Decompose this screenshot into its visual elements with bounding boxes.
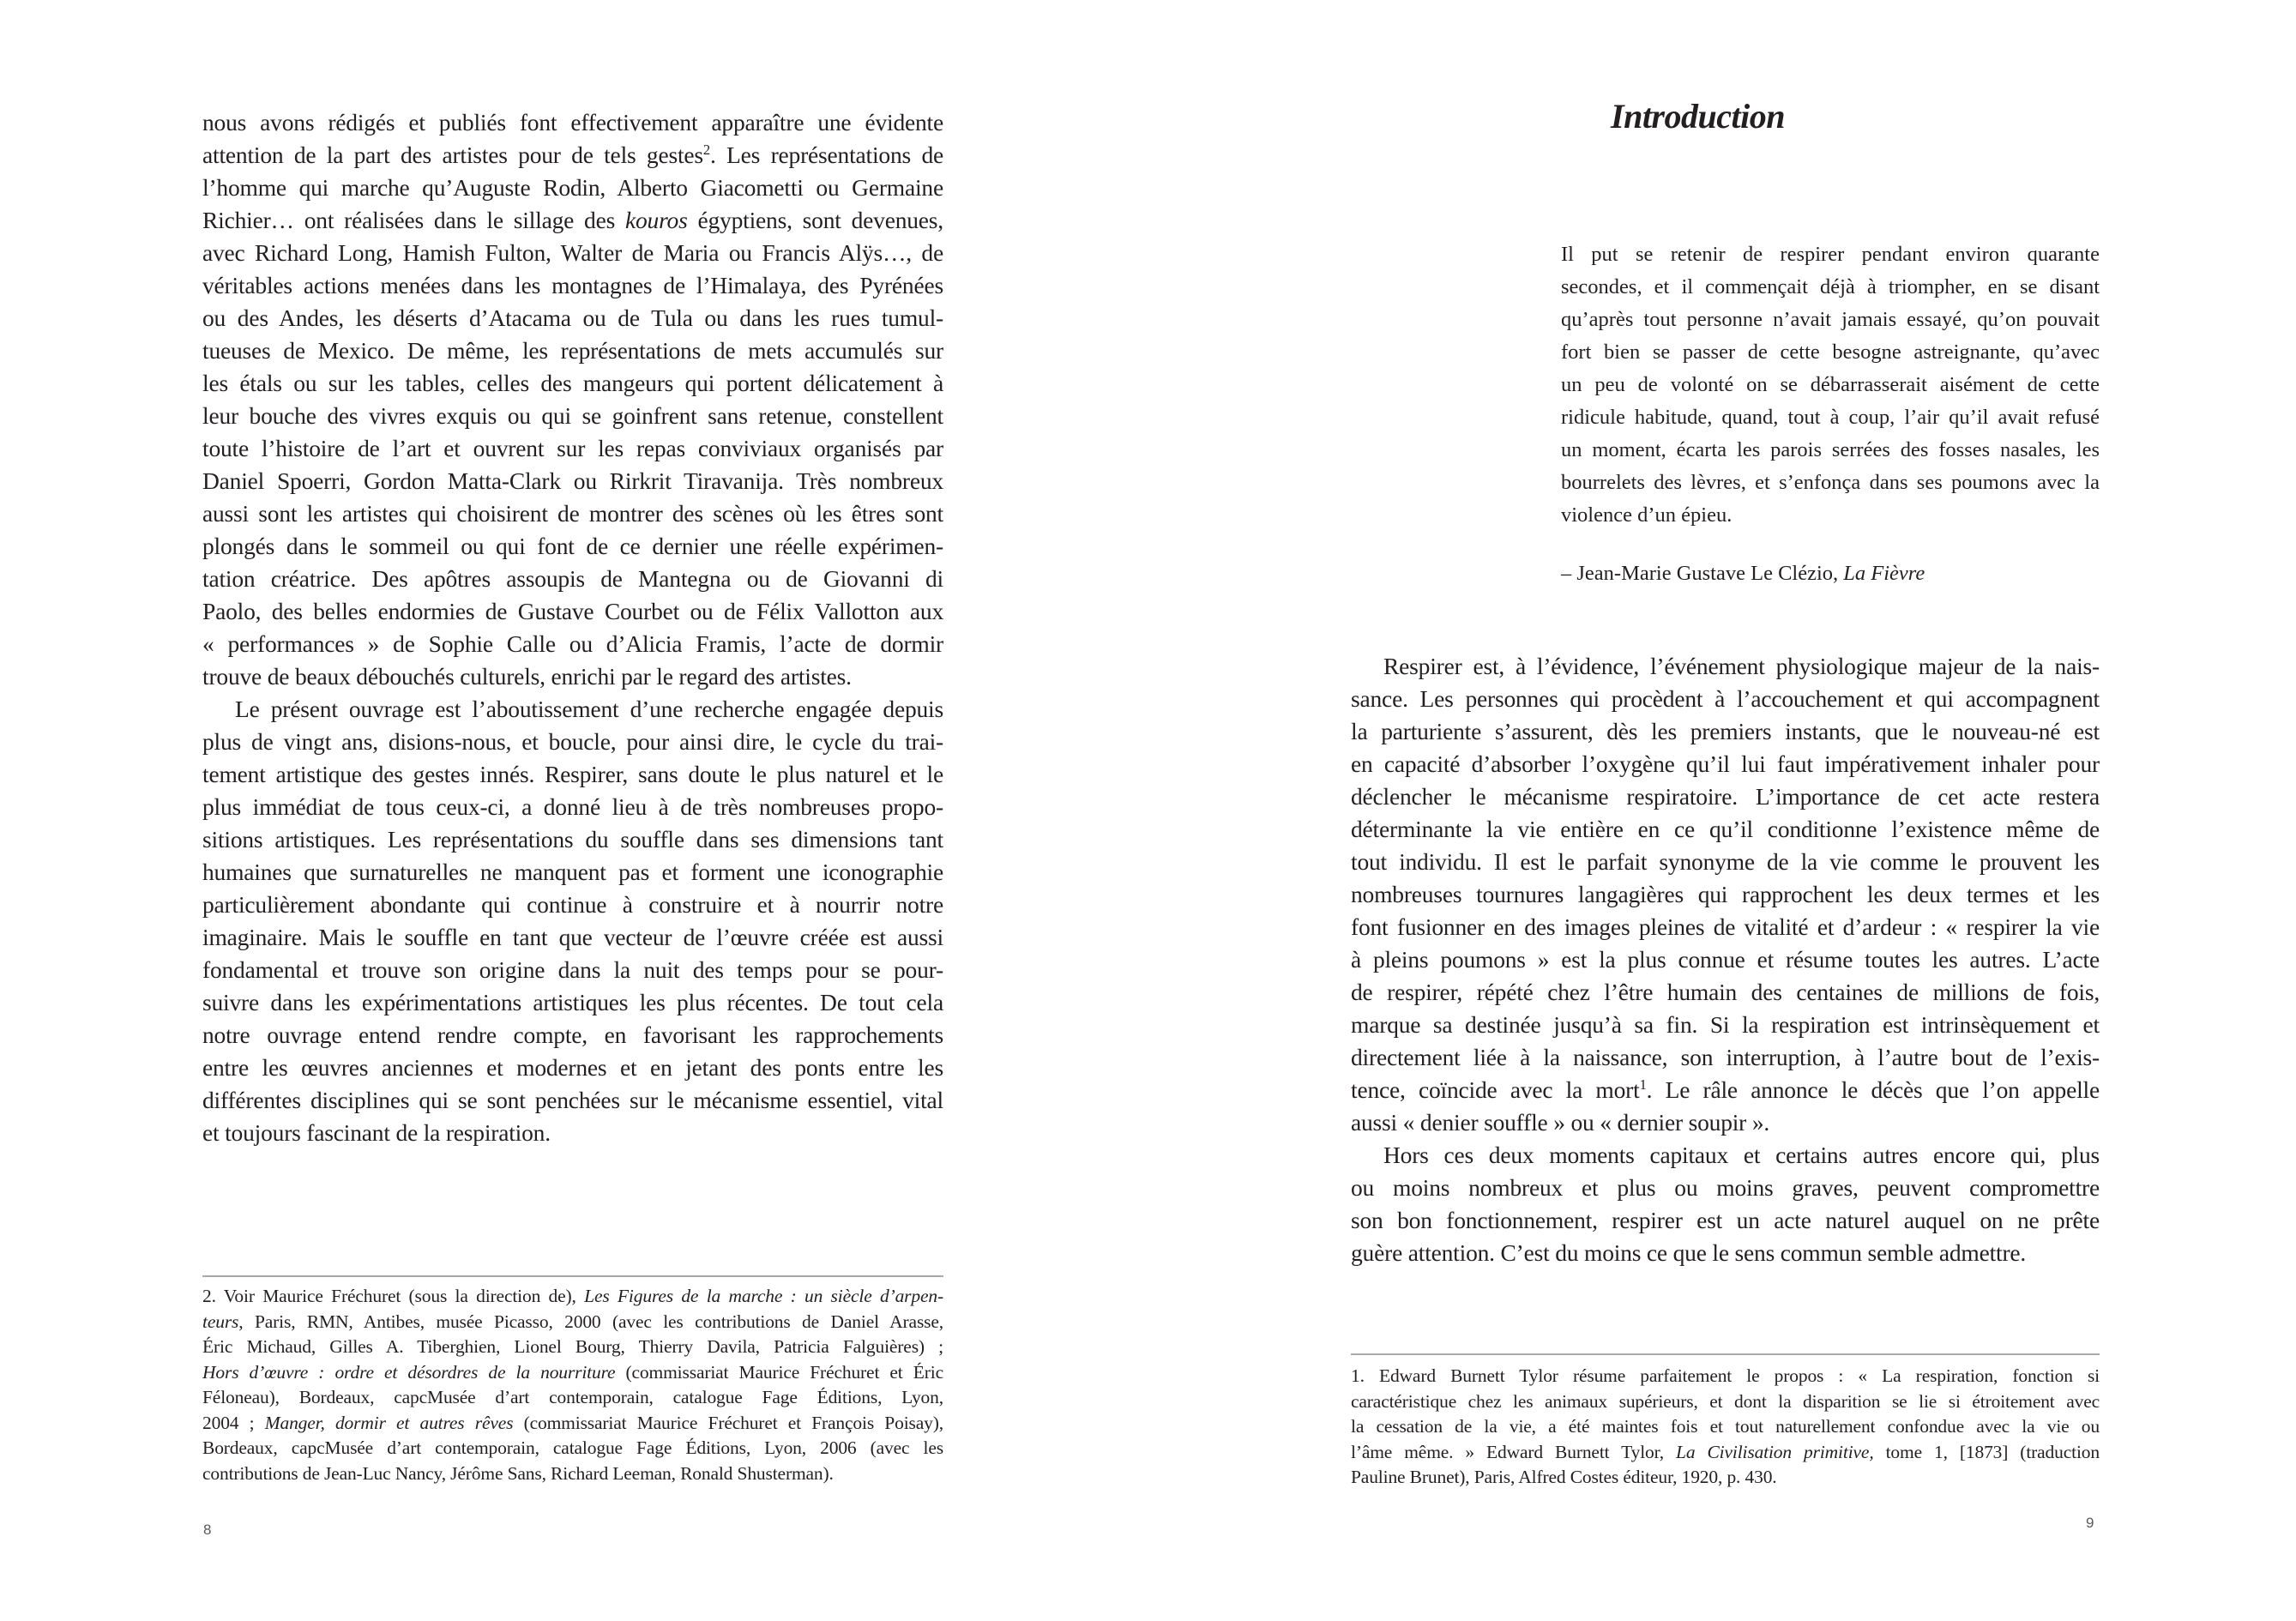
body-line: Le présent ouvrage est l’aboutissement d’une recherche engagée depuis: [235, 696, 943, 722]
body-line: son bon fonctionnement, respirer est un acte naturel auquel on ne prête: [1351, 1207, 2100, 1233]
body-line: font fusionner en des images pleines de vitalité et d’ardeur : « respirer la vie: [1351, 913, 2100, 940]
body-line: tence, coïncide avec la mort$^1$. Le râle annonce le décès que l’on appelle: [1351, 1076, 2100, 1103]
body-line: de respirer, répété chez l’être humain des centaines de millions de fois,: [1351, 979, 2100, 1005]
epigraph-line: ridicule habitude, quand, tout à coup, l’air qu’il avait refusé: [1561, 406, 2100, 429]
footnote-line: Éric Michaud, Gilles A. Tiberghien, Lionel Bourg, Thierry Davila, Patricia Falguières) ;: [202, 1336, 943, 1357]
body-line: suivre dans les expérimentations artistiques les plus récentes. De tout cela: [202, 989, 943, 1015]
footnote-reference[interactable]: 2: [702, 141, 710, 158]
body-line: trouve de beaux débouchés culturels, enrichi par le regard des artistes.: [202, 663, 852, 690]
body-line: tout individu. Il est le parfait synonyme de la vie comme le prouvent les: [1351, 848, 2100, 875]
body-line: nombreuses tournures langagières qui rapprochent les deux termes et les: [1351, 881, 2100, 907]
footnote-line: 2. Voir Maurice Fréchuret (sous la direction de), Les Figures de la marche : un siècle d’arpen-: [202, 1286, 943, 1306]
footnote-line: teurs, Paris, RMN, Antibes, musée Picasso, 2000 (avec les contributions de Daniel Arasse,: [202, 1311, 943, 1332]
body-line: plus immédiat de tous ceux-ci, a donné lieu à de très nombreuses propo-: [202, 793, 943, 820]
right-footnote: [1351, 1364, 2100, 1491]
body-line: et toujours fascinant de la respiration.: [202, 1119, 551, 1146]
body-line: leur bouche des vivres exquis ou qui se goinfrent sans retenue, constellent: [202, 402, 943, 429]
footnote-line: la cessation de la vie, a été maintes fois et tout naturellement confondue avec la vie ou: [1351, 1416, 2100, 1437]
body-line: sitions artistiques. Les représentations du souffle dans ses dimensions tant: [202, 826, 943, 853]
page-number-left: 8: [203, 1522, 212, 1538]
epigraph-line: Il put se retenir de respirer pendant environ quarante: [1561, 243, 2100, 266]
italic-title: Manger, dormir et autres rêves: [264, 1412, 514, 1433]
right-body-text: [1351, 650, 2100, 1269]
body-line: en capacité d’absorber l’oxygène qu’il lui faut impérativement inhaler pour: [1351, 750, 2100, 777]
body-line: aussi sont les artistes qui choisirent de montrer des scènes où les êtres sont: [202, 500, 943, 527]
epigraph-line: bourrelets des lèvres, et s’enfonça dans ses poumons avec la: [1561, 471, 2100, 494]
body-line: Daniel Spoerri, Gordon Matta-Clark ou Rirkrit Tiravanija. Très nombreux: [202, 467, 943, 494]
body-line: déclencher le mécanisme respiratoire. L’importance de cet acte restera: [1351, 783, 2100, 810]
left-body-text: [202, 106, 943, 1149]
body-line: véritables actions menées dans les montagnes de l’Himalaya, des Pyrénées: [202, 272, 943, 298]
body-line: Richier… ont réalisées dans le sillage des kouros égyptiens, sont devenues,: [202, 207, 943, 233]
italic-title: La Civilisation primitive,: [1676, 1441, 1874, 1462]
italic-title: Hors d’œuvre : ordre et désordres de la nourriture: [202, 1361, 616, 1383]
body-line: imaginaire. Mais le souffle en tant que vecteur de l’œuvre créée est aussi: [202, 924, 943, 950]
body-line: particulièrement abondante qui continue à construire et à nourrir notre: [202, 891, 943, 918]
footnote-line: Hors d’œuvre : ordre et désordres de la nourriture (commissariat Maurice Fréchuret et Éric: [202, 1361, 943, 1383]
body-line: différentes disciplines qui se sont penchées sur le mécanisme essentiel, vital: [202, 1087, 943, 1113]
body-line: attention de la part des artistes pour de tels gestes$^2$. Les représentations de: [202, 141, 943, 168]
italic-title: kouros: [624, 207, 688, 233]
body-line: la parturiente s’assurent, dès les premiers instants, que le nouveau-né est: [1351, 718, 2100, 744]
body-line: marque sa destinée jusqu’à sa fin. Si la respiration est intrinsèquement et: [1351, 1011, 2100, 1038]
footnote-line: contributions de Jean-Luc Nancy, Jérôme Sans, Richard Leeman, Ronald Shusterman).: [202, 1462, 834, 1484]
footnote-line: 1. Edward Burnett Tylor résume parfaitement le propos : « La respiration, fonction si: [1351, 1365, 2100, 1386]
body-line: aussi « denier souffle » ou « dernier soupir ».: [1351, 1109, 1770, 1136]
epigraph-line: secondes, et il commençait déjà à triompher, en se disant: [1561, 275, 2100, 298]
body-line: Hors ces deux moments capitaux et certains autres encore qui, plus: [1383, 1142, 2100, 1168]
body-line: « performances » de Sophie Calle ou d’Alicia Framis, l’acte de dormir: [202, 630, 943, 657]
body-line: l’homme qui marche qu’Auguste Rodin, Alberto Giacometti ou Germaine: [202, 174, 943, 201]
body-line: fondamental et trouve son origine dans la nuit des temps pour se pour-: [202, 956, 943, 983]
epigraph-line: qu’après tout personne n’avait jamais essayé, qu’on pouvait: [1561, 308, 2100, 331]
body-line: toute l’histoire de l’art et ouvrent sur les repas conviviaux organisés par: [202, 435, 943, 461]
body-line: tement artistique des gestes innés. Respirer, sans doute le plus naturel et le: [202, 761, 943, 787]
footnote-reference[interactable]: 1: [1639, 1076, 1647, 1093]
epigraph-line: fort bien se passer de cette besogne astreignante, qu’avec: [1561, 340, 2100, 364]
body-line: guère attention. C’est du moins ce que le sens commun semble admettre.: [1351, 1239, 2027, 1266]
body-line: tation créatrice. Des apôtres assoupis de Mantegna ou de Giovanni di: [202, 565, 943, 592]
epigraph-line: violence d’un épieu.: [1561, 503, 1733, 527]
body-line: plongés dans le sommeil ou qui font de ce dernier une réelle expérimen-: [202, 533, 943, 559]
footnote-line: 2004 ; Manger, dormir et autres rêves (commissariat Maurice Fréchuret et François Poisay),: [202, 1412, 943, 1433]
body-line: nous avons rédigés et publiés font effectivement apparaître une évidente: [202, 109, 943, 136]
epigraph-quote: [1561, 238, 2100, 532]
italic-title: teurs: [202, 1311, 239, 1332]
epigraph-attribution: [1561, 562, 1925, 586]
footnote-separator-right: [1351, 1353, 2100, 1355]
left-footnote: [202, 1284, 943, 1486]
footnote-line: l’âme même. » Edward Burnett Tylor, La Civilisation primitive, tome 1, [1873] (traduction: [1351, 1441, 2100, 1462]
body-line: ou des Andes, les déserts d’Atacama ou de Tula ou dans les rues tumul-: [202, 304, 943, 331]
body-line: avec Richard Long, Hamish Fulton, Walter de Maria ou Francis Alÿs…, de: [202, 239, 943, 266]
body-line: humaines que surnaturelles ne manquent pas et forment une iconographie: [202, 859, 943, 885]
chapter-title: Introduction: [1611, 97, 1785, 136]
body-line: les étals ou sur les tables, celles des mangeurs qui portent délicatement à: [202, 370, 943, 396]
body-line: notre ouvrage entend rendre compte, en favorisant les rapprochements: [202, 1021, 943, 1048]
right-page: [1148, 0, 2296, 1621]
body-line: Paolo, des belles endormies de Gustave Courbet ou de Félix Vallotton aux: [202, 598, 943, 624]
footnote-line: caractéristique chez les animaux supérieurs, et dont la disparition se lie si étroitement avec: [1351, 1390, 2100, 1412]
footnote-line: Pauline Brunet), Paris, Alfred Costes éditeur, 1920, p. 430.: [1351, 1467, 1777, 1487]
body-line: entre les œuvres anciennes et modernes et en jetant des ponts entre les: [202, 1054, 943, 1081]
footnote-separator-left: [202, 1275, 943, 1277]
attribution-work: La Fièvre: [1843, 562, 1925, 585]
epigraph-line: un peu de volonté on se débarrasserait aisément de cette: [1561, 373, 2100, 396]
body-line: à pleins poumons » est la plus connue et résume toutes les autres. L’acte: [1351, 946, 2100, 973]
page-number-right: 9: [2086, 1515, 2094, 1531]
footnote-line: Bordeaux, capcMusée d’art contemporain, catalogue Fage Éditions, Lyon, 2006 (avec les: [202, 1437, 943, 1458]
attribution-author: – Jean-Marie Gustave Le Clézio,: [1561, 562, 1839, 585]
italic-title: Les Figures de la marche : un siècle d’arpen-: [584, 1286, 943, 1306]
body-line: plus de vingt ans, disions-nous, et boucle, pour ainsi dire, le cycle du trai-: [202, 728, 943, 755]
epigraph-line: un moment, écarta les parois serrées des fosses nasales, les: [1561, 438, 2100, 461]
body-line: directement liée à la naissance, son interruption, à l’autre bout de l’exis-: [1351, 1044, 2100, 1070]
body-line: déterminante la vie entière en ce qu’il conditionne l’existence même de: [1351, 816, 2100, 842]
body-line: ou moins nombreux et plus ou moins graves, peuvent compromettre: [1351, 1174, 2100, 1201]
footnote-line: Féloneau), Bordeaux, capcMusée d’art contemporain, catalogue Fage Éditions, Lyon,: [202, 1387, 943, 1407]
body-line: tueuses de Mexico. De même, les représentations de mets accumulés sur: [202, 337, 943, 364]
body-line: sance. Les personnes qui procèdent à l’accouchement et qui accompagnent: [1351, 685, 2100, 712]
body-line: Respirer est, à l’évidence, l’événement physiologique majeur de la nais-: [1383, 653, 2100, 679]
